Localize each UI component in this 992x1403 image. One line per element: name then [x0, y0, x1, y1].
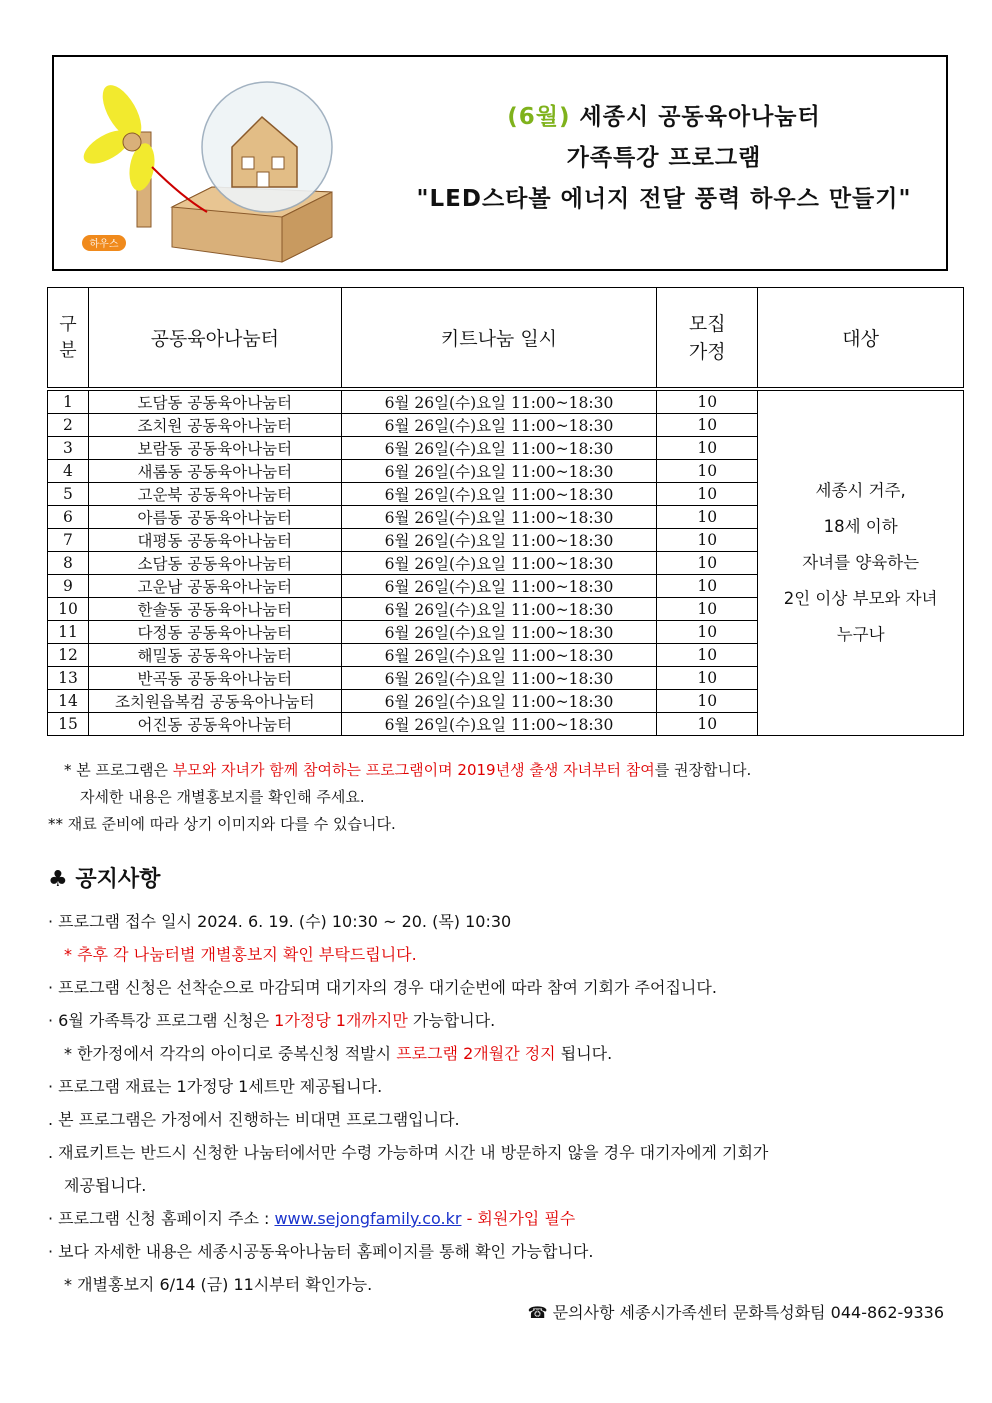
row-date: 6월 26일(수)요일 11:00~18:30 [341, 552, 657, 575]
title-line-3: "LED스타볼 에너지 전달 풍력 하우스 만들기" [416, 186, 912, 212]
header-target: 대상 [758, 288, 964, 390]
header-count: 모집가정 [657, 288, 758, 390]
row-no: 10 [48, 598, 89, 621]
notice-text: * 한가정에서 각각의 아이디로 중복신청 적발시 [64, 1044, 397, 1063]
row-center: 아름동 공동육아나눔터 [88, 506, 341, 529]
notice-emphasis: 1가정당 1개까지만 [274, 1011, 408, 1030]
product-image [82, 77, 372, 267]
row-date: 6월 26일(수)요일 11:00~18:30 [341, 621, 657, 644]
notice-text: · 6월 가족특강 프로그램 신청은 [48, 1011, 275, 1030]
row-center: 소담동 공동육아나눔터 [88, 552, 341, 575]
row-no: 13 [48, 667, 89, 690]
row-center: 대평동 공동육아나눔터 [88, 529, 341, 552]
header-center: 공동육아나눔터 [88, 288, 341, 390]
header-box [52, 55, 948, 271]
row-center: 어진동 공동육아나눔터 [88, 713, 341, 736]
row-count: 10 [657, 575, 758, 598]
title-line-1 [384, 97, 944, 138]
notice-item-cont: 제공됩니다. [64, 1176, 147, 1195]
row-date: 6월 26일(수)요일 11:00~18:30 [341, 460, 657, 483]
row-count: 10 [657, 713, 758, 736]
row-date: 6월 26일(수)요일 11:00~18:30 [341, 437, 657, 460]
row-date: 6월 26일(수)요일 11:00~18:30 [341, 529, 657, 552]
notice-note [48, 1037, 950, 1070]
notice-item [48, 1004, 950, 1037]
row-center: 반곡동 공동육아나눔터 [88, 667, 341, 690]
row-no: 3 [48, 437, 89, 460]
notice-note: * 개별홍보지 6/14 (금) 11시부터 확인가능. [64, 1275, 373, 1294]
target-line: 자녀를 양육하는 [802, 553, 920, 572]
target-line: 18세 이하 [823, 517, 898, 536]
row-no: 2 [48, 414, 89, 437]
note-1-prefix: * 본 프로그램은 [64, 761, 173, 779]
row-no: 6 [48, 506, 89, 529]
row-date: 6월 26일(수)요일 11:00~18:30 [341, 713, 657, 736]
row-no: 8 [48, 552, 89, 575]
notice-note: * 추후 각 나눔터별 개별홍보지 확인 부탁드립니다. [64, 945, 417, 964]
row-count: 10 [657, 529, 758, 552]
notice-item [48, 1202, 950, 1235]
image-label: 하우스 [89, 239, 119, 250]
row-date: 6월 26일(수)요일 11:00~18:30 [341, 598, 657, 621]
row-center: 한솔동 공동육아나눔터 [88, 598, 341, 621]
target-line: 누구나 [836, 625, 885, 644]
row-date: 6월 26일(수)요일 11:00~18:30 [341, 414, 657, 437]
row-count: 10 [657, 644, 758, 667]
notice-item: · 프로그램 재료는 1가정당 1세트만 제공됩니다. [48, 1077, 383, 1096]
notice-text: 됩니다. [555, 1044, 613, 1063]
row-no: 7 [48, 529, 89, 552]
row-center: 조치원읍복컴 공동육아나눔터 [88, 690, 341, 713]
notice-item: · 프로그램 신청은 선착순으로 마감되며 대기자의 경우 대기순번에 따라 참여 기회가 주어집니다. [48, 978, 717, 997]
table-row [48, 389, 964, 414]
row-count: 10 [657, 690, 758, 713]
schedule-table [47, 287, 964, 736]
header-no: 구분 [48, 288, 89, 390]
row-center: 새롬동 공동육아나눔터 [88, 460, 341, 483]
row-center: 해밀동 공동육아나눔터 [88, 644, 341, 667]
row-no: 9 [48, 575, 89, 598]
table-header-row [48, 288, 964, 390]
row-date: 6월 26일(수)요일 11:00~18:30 [341, 667, 657, 690]
target-line: 세종시 거주, [815, 481, 906, 500]
row-count: 10 [657, 483, 758, 506]
row-count: 10 [657, 621, 758, 644]
row-center: 도담동 공동육아나눔터 [88, 389, 341, 414]
notice-item: . 재료키트는 반드시 신청한 나눔터에서만 수령 가능하며 시간 내 방문하지 않을 경우 대기자에게 기회가 [48, 1143, 769, 1162]
notice-text: · 프로그램 신청 홈페이지 주소 : [48, 1209, 275, 1228]
notice-emphasis: - 회원가입 필수 [461, 1209, 576, 1228]
row-no: 11 [48, 621, 89, 644]
month-label: (6월) [507, 104, 571, 130]
row-count: 10 [657, 506, 758, 529]
notice-item: · 프로그램 접수 일시 2024. 6. 19. (수) 10:30 ~ 20. (목) 10:30 [48, 912, 512, 931]
row-count: 10 [657, 552, 758, 575]
notice-list [48, 905, 950, 1301]
row-count: 10 [657, 460, 758, 483]
row-date: 6월 26일(수)요일 11:00~18:30 [341, 483, 657, 506]
note-1-emphasis: 부모와 자녀가 함께 참여하는 프로그램이며 2019년생 출생 자녀부터 참여 [172, 761, 655, 779]
row-no: 12 [48, 644, 89, 667]
row-date: 6월 26일(수)요일 11:00~18:30 [341, 644, 657, 667]
row-date: 6월 26일(수)요일 11:00~18:30 [341, 389, 657, 414]
row-date: 6월 26일(수)요일 11:00~18:30 [341, 575, 657, 598]
row-date: 6월 26일(수)요일 11:00~18:30 [341, 690, 657, 713]
row-no: 5 [48, 483, 89, 506]
header-titles [384, 97, 944, 220]
note-2: ** 재료 준비에 따라 상기 이미지와 다를 수 있습니다. [48, 815, 396, 833]
notes [48, 757, 751, 838]
notice-item: · 보다 자세한 내용은 세종시공동육아나눔터 홈페이지를 통해 확인 가능합니다. [48, 1242, 594, 1261]
row-no: 14 [48, 690, 89, 713]
target-cell [758, 389, 964, 736]
row-center: 고운남 공동육아나눔터 [88, 575, 341, 598]
row-date: 6월 26일(수)요일 11:00~18:30 [341, 506, 657, 529]
row-count: 10 [657, 667, 758, 690]
note-1-line2: 자세한 내용은 개별홍보지를 확인해 주세요. [80, 788, 365, 806]
notice-text: 가능합니다. [407, 1011, 496, 1030]
title-line-2: 가족특강 프로그램 [566, 145, 762, 171]
row-count: 10 [657, 389, 758, 414]
row-count: 10 [657, 437, 758, 460]
notice-title: ♣ 공지사항 [48, 867, 161, 892]
row-no: 4 [48, 460, 89, 483]
notice-emphasis: 프로그램 2개월간 정지 [396, 1044, 556, 1063]
title-1: 세종시 공동육아나눔터 [579, 104, 821, 130]
note-1-suffix: 를 권장합니다. [654, 761, 752, 779]
row-count: 10 [657, 598, 758, 621]
contact-info: ☎ 문의사항 세종시가족센터 문화특성화팀 044-862-9336 [527, 1303, 944, 1322]
row-center: 보람동 공동육아나눔터 [88, 437, 341, 460]
row-center: 조치원 공동육아나눔터 [88, 414, 341, 437]
header-date: 키트나눔 일시 [341, 288, 657, 390]
notice-item: . 본 프로그램은 가정에서 진행하는 비대면 프로그램입니다. [48, 1110, 460, 1129]
homepage-link[interactable]: www.sejongfamily.co.kr [274, 1209, 462, 1228]
row-no: 15 [48, 713, 89, 736]
row-count: 10 [657, 414, 758, 437]
note-1 [48, 757, 751, 784]
target-line: 2인 이상 부모와 자녀 [783, 589, 938, 608]
row-center: 다정동 공동육아나눔터 [88, 621, 341, 644]
row-no: 1 [48, 389, 89, 414]
row-center: 고운북 공동육아나눔터 [88, 483, 341, 506]
